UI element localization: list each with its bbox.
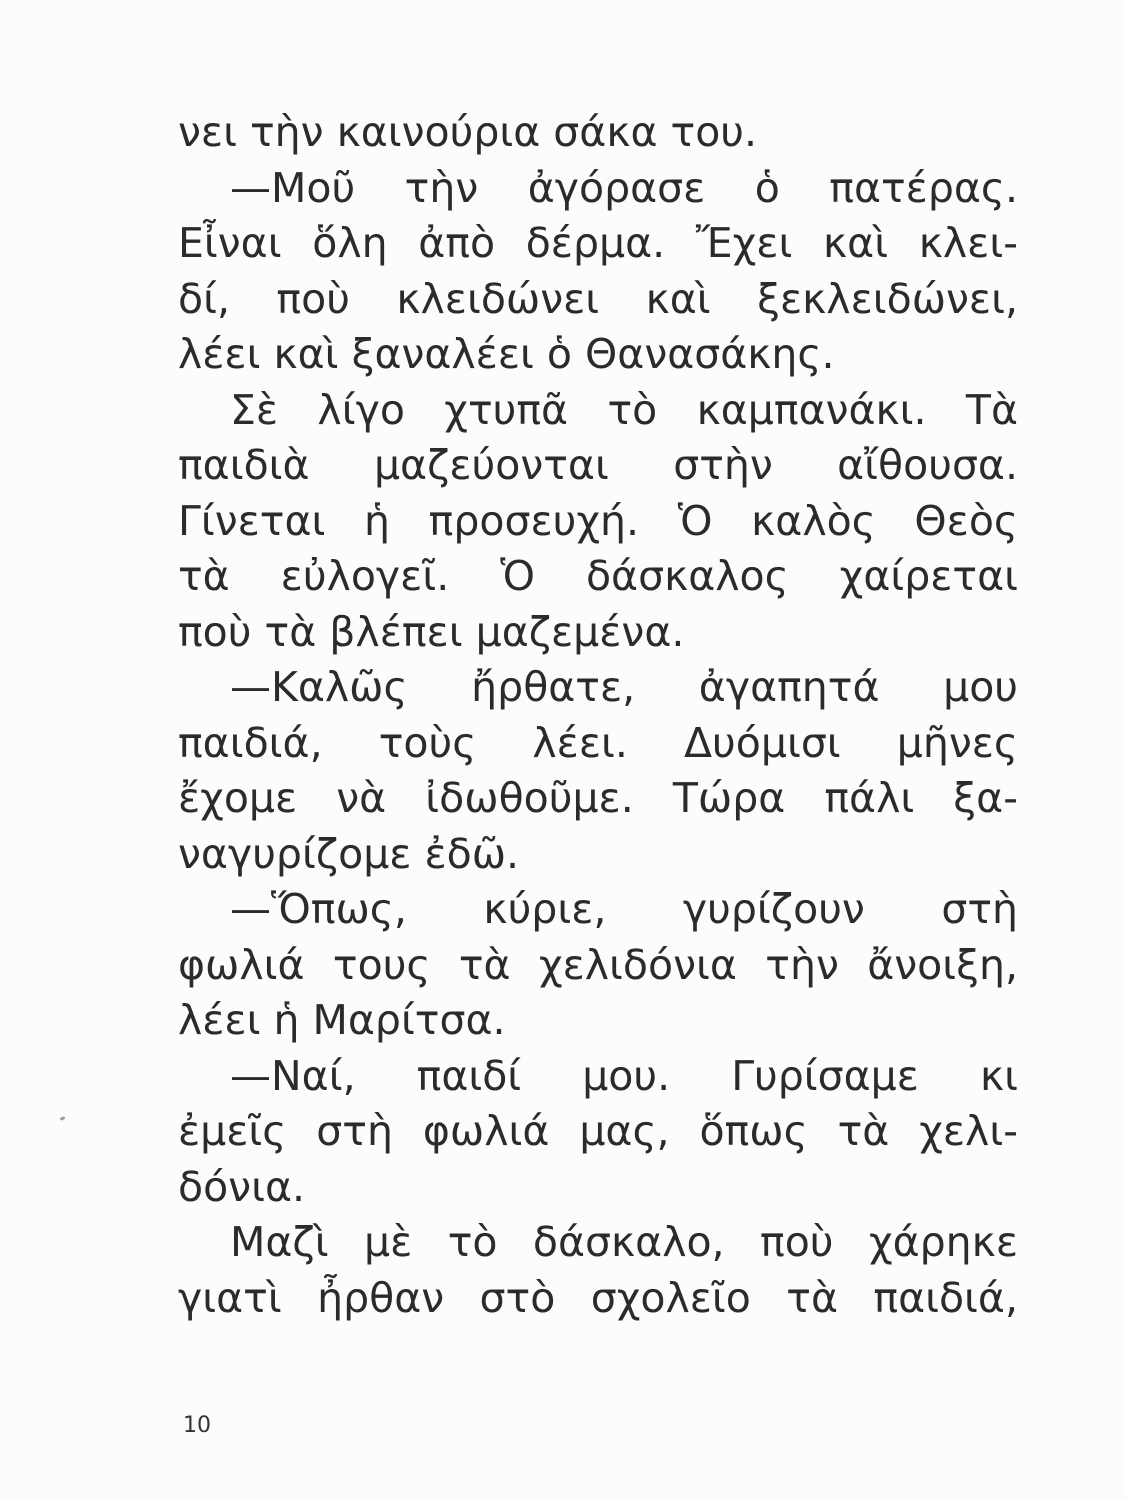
- text-line: παιδιά, τοὺς λέει. Δυόμισι μῆνες: [178, 718, 1018, 767]
- text-line: ποὺ τὰ βλέπει μαζεμένα.: [178, 607, 685, 656]
- text-line: τὰ εὐλογεῖ. Ὁ δάσκαλος χαίρεται: [178, 552, 1018, 600]
- body-text: [178, 105, 1018, 1326]
- text-line: —Ὅπως, κύριε, γυρίζουν στὴ: [230, 885, 1018, 933]
- text-line: ἐμεῖς στὴ φωλιά μας, ὅπως τὰ χελι-: [178, 1107, 1018, 1155]
- text-line: δόνια.: [178, 1162, 306, 1211]
- text-line: Μαζὶ μὲ τὸ δάσκαλο, ποὺ χάρηκε: [230, 1218, 1018, 1266]
- text-line: —Ναί, παιδί μου. Γυρίσαμε κι: [230, 1051, 1018, 1100]
- text-line: λέει καὶ ξαναλέει ὁ Θανασάκης.: [178, 330, 835, 378]
- text-line: φωλιά τους τὰ χελιδόνια τὴν ἄνοιξη,: [178, 940, 1018, 989]
- page-number: 10: [183, 1413, 211, 1438]
- text-line: ἔχομε νὰ ἰδωθοῦμε. Τώρα πάλι ξα-: [178, 774, 1018, 822]
- text-line: Εἶναι ὅλη ἀπὸ δέρμα. Ἔχει καὶ κλει-: [178, 219, 1018, 267]
- text-line: —Μοῦ τὴν ἀγόρασε ὁ πατέρας.: [230, 163, 1018, 212]
- text-line: —Καλῶς ἤρθατε, ἀγαπητά μου: [230, 663, 1018, 711]
- text-line: λέει ἡ Μαρίτσα.: [178, 996, 506, 1044]
- text-line: Γίνεται ἡ προσευχή. Ὁ καλὸς Θεὸς: [178, 496, 1018, 545]
- text-line: δί, ποὺ κλειδώνει καὶ ξεκλειδώνει,: [178, 274, 1018, 323]
- text-line: Σὲ λίγο χτυπᾶ τὸ καμπανάκι. Τὰ: [230, 385, 1018, 434]
- scan-speck: [60, 1116, 66, 1121]
- text-line: νει τὴν καινούρια σάκα του.: [178, 108, 758, 156]
- text-line: γιατὶ ἦρθαν στὸ σχολεῖο τὰ παιδιά,: [178, 1273, 1018, 1322]
- text-line: παιδιὰ μαζεύονται στὴν αἴθουσα.: [178, 441, 1018, 489]
- text-line: ναγυρίζομε ἐδῶ.: [178, 829, 520, 878]
